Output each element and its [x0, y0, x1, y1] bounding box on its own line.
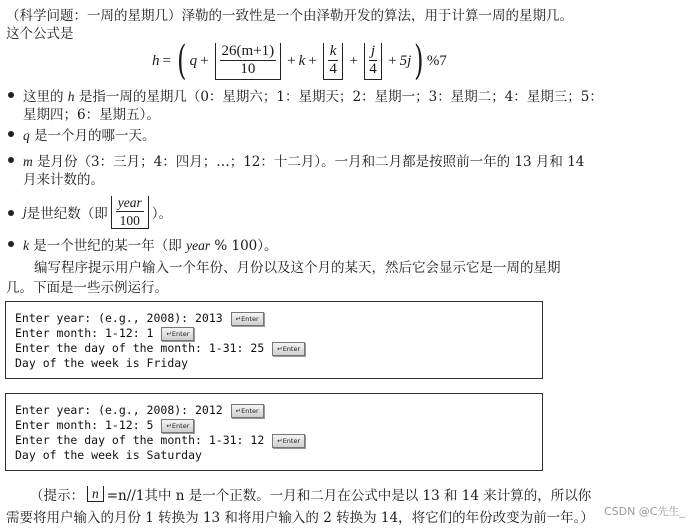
formula-right-paren: ) [414, 38, 424, 84]
formula-frac1-numerator: 26(m+1) [221, 43, 275, 59]
formula-frac2-denominator: 4 [329, 61, 337, 77]
formula-equals: = [162, 52, 171, 69]
formula-plus-5: + [388, 52, 397, 69]
formula-mod: %7 [426, 52, 447, 69]
formula-lhs: h [152, 52, 160, 69]
bullet-j: j 是世纪数（即 $\frac{\text{year}}{100}$ ）。 [23, 195, 173, 228]
formula-frac2-numerator: k [329, 43, 337, 59]
bullet-m: m 是月份（3：三月；4：四月；…；12：十二月）。一月和二月都是按照前一年的 13 月和 14 [23, 154, 585, 170]
formula-floor-2 [323, 43, 344, 80]
enter-key-icon: ↵Enter [272, 434, 305, 448]
formula-q: q [189, 52, 198, 69]
enter-key-icon: ↵Enter [272, 342, 305, 356]
bullet-dot [8, 131, 14, 137]
formula-plus-2: + [287, 52, 296, 69]
bullet-dot [8, 241, 14, 247]
sample-run-2 [5, 393, 543, 471]
enter-key-icon: ↵Enter [161, 419, 194, 433]
task-description-continued: 几。下面是一些示例运行。 [6, 280, 168, 296]
intro-line: （科学问题：一周的星期几）泽勒的一致性是一个由泽勒开发的算法，用于计算一周的星期几。 [6, 8, 573, 24]
run1-month-line: Enter month: 1-12: 1 ↵Enter [15, 326, 194, 341]
bullet-q: q 是一个月的哪一天。 [23, 128, 156, 144]
zeller-formula [152, 38, 447, 84]
formula-plus-3: + [308, 52, 317, 69]
run1-day-line: Enter the day of the month: 1-31: 25 ↵Enter [15, 341, 305, 356]
enter-key-icon: ↵Enter [231, 404, 264, 418]
formula-5j: 5j [399, 52, 412, 69]
formula-plus-4: + [349, 52, 358, 69]
formula-floor-1 [215, 43, 282, 80]
hint-line: （提示： n =n//1其中 n 是一个正数。一月和二月在公式中是以 13 和 14 来计算的，所以你 [30, 486, 592, 504]
bullet-dot [8, 92, 14, 98]
formula-frac1-denominator: 10 [240, 61, 256, 77]
run2-result-line: Day of the week is Saturday [15, 448, 202, 462]
bullet-h: 这里的 h 是指一周的星期几（0：星期六；1：星期天；2：星期一；3：星期二；4：星期三；5： [23, 89, 603, 105]
sample-run-1 [5, 301, 543, 379]
csdn-watermark: CSDN @C先生_ [603, 505, 685, 518]
bullet-m-continued: 月来计数的。 [23, 172, 104, 188]
formula-frac3-numerator: j [370, 43, 376, 59]
formula-floor-3 [364, 43, 382, 80]
run2-year-line: Enter year: (e.g., 2008): 2012 ↵Enter [15, 403, 264, 418]
formula-frac3-denominator: 4 [369, 61, 377, 77]
formula-k: k [298, 52, 306, 69]
hint-line-continued: 需要将用户输入的月份 1 转换为 13 和将用户输入的 2 转换为 14，将它们的年份改变为前一年。） [6, 510, 594, 526]
run1-year-line: Enter year: (e.g., 2008): 2013 ↵Enter [15, 311, 264, 326]
bullet-dot [8, 210, 14, 216]
bullet-k: k 是一个世纪的某一年（即 year % 100）。 [23, 238, 278, 254]
formula-lead: 这个公式是 [6, 26, 74, 42]
floor-n: n [87, 486, 104, 502]
run2-month-line: Enter month: 1-12: 5 ↵Enter [15, 418, 194, 433]
formula-left-paren: ( [177, 38, 187, 84]
enter-key-icon: ↵Enter [231, 312, 264, 326]
task-description: 编写程序提示用户输入一个年份、月份以及这个月的某天，然后它会显示它是一周的星期 [34, 260, 561, 276]
bullet-h-continued: 星期四；6：星期五）。 [23, 107, 160, 123]
run1-result-line: Day of the week is Friday [15, 356, 189, 370]
run2-day-line: Enter the day of the month: 1-31: 12 ↵Enter [15, 433, 305, 448]
century-floor: $\frac{\text{year}}{100}$ [111, 196, 149, 229]
enter-key-icon: ↵Enter [161, 327, 194, 341]
formula-plus-1: + [200, 52, 209, 69]
bullet-dot [8, 157, 14, 163]
